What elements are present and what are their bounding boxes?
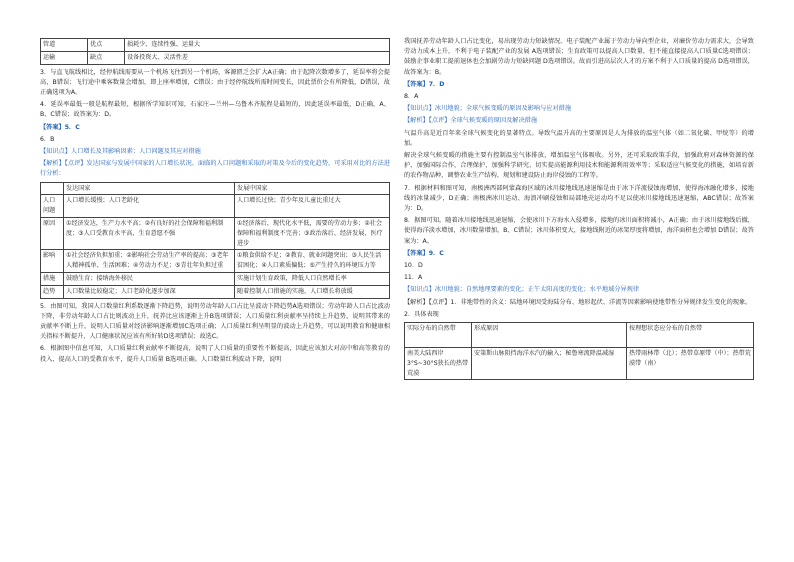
table-row: 南美大陆西岸3°S~30°S狭长的热带荒漠 安第斯山脉阻挡海洋水汽的输入；秘鲁寒流降温减湿 热带雨林带（北）；热带草原带（中）；热带荒漠带（南） bbox=[405, 348, 754, 380]
table-row: 人口问题 人口增长缓慢；人口老龄化 人口增长过快；青少年及儿童比重过大 bbox=[41, 195, 390, 218]
analysis-label: 【解析】【点评】全球气候变暖的原因及解决措施 bbox=[404, 117, 538, 125]
knowledge-point: 【知识点】人口增长及其影响因素；人口问题及其应对措施 bbox=[40, 148, 201, 156]
answer-paragraph: 6．根据图中信息可知，人口质量红利贡献率不断提高，说明了人口质量的重要性不断提高，因此应该加大对高中和高等教育的投入，提高人口的受教育水平，提升人口质量 B选项正确。人口数量红利波动下降，说明 bbox=[40, 345, 390, 363]
table-row: 运输 缺点 设备投资大、灵活性差 bbox=[41, 51, 390, 64]
natural-zone-table bbox=[404, 322, 754, 380]
right-column bbox=[404, 37, 754, 383]
table-row: 措施 鼓励生育；接纳海外移民 实施计划生育政策，降低人口自然增长率 bbox=[41, 273, 390, 286]
question-number: 11．A bbox=[404, 274, 423, 282]
answer-paragraph: 解决全球气候变暖的措施主要有控制温室气体排放，增加温室气体吸收。另外，还可采取政策手段，加强政府对森林资源的保护，加强国际合作，合理保护，加强科学研究、切实提高能源利用技术和能源利用效率等；采取适应气候变化的措施，如培育新的农作物品种，调整农业生产结构、规划和建设防止海岸侵蚀的工程等。 bbox=[404, 152, 754, 180]
table-row: 发达国家 发展中国家 bbox=[41, 182, 390, 195]
table-row: 影响 ①社会经济负担加重；②影响社会劳动生产率的提高；③老年人精神孤单、生活困难；④劳动力不足；⑤青壮年负担过重 ①粮食供给不足；②教育、就业问题突出；③人民生活贫困化；④人口素质偏低；⑤产生持久的环境压力等 bbox=[41, 250, 390, 273]
question-number: 10．D bbox=[404, 262, 423, 270]
answer-paragraph: 5．由图可知，我国人口数量红利系数逐渐下降趋势，说明劳动年龄人口占比呈波动下降趋势A选项错误；劳动年龄人口占比波动下降，非劳动年龄人口占比则波动上升，抚养比应该逐渐上升B选项错误；人口质量红利贡献率呈持续上升趋势，说明其带来的贡献率不断上升，说明人口质量对经济影响逐渐增加C选项正确；人口质量红利呈明显的波动上升趋势，可以说明教育和健康相关指标不断提升，人口健康状况应该有所好转D选项错误；故选C。 bbox=[40, 302, 390, 341]
answer-label: 【答案】5．C bbox=[40, 123, 80, 131]
sub-heading: 2．具体表现 bbox=[404, 310, 439, 318]
table-row: 趋势 人口数量比较稳定；人口老龄化逐步加深 随着控制人口措施的实施，人口增长将放缓 bbox=[41, 285, 390, 298]
left-column bbox=[40, 37, 390, 367]
answer-label: 【答案】7．D bbox=[404, 80, 445, 88]
question-number: 8．A bbox=[404, 93, 419, 101]
answer-label: 【答案】9．C bbox=[404, 249, 444, 257]
transport-table bbox=[40, 38, 390, 65]
answer-paragraph: 我国抚养劳动年龄人口占比变化，易出现劳动力短缺情况。电子装配产业属于劳动力导向型企业，对廉价劳动力需求大，会导致劳动力成本上升，不利于电子装配产业的发展 A选项错误；生育政策可以提高人口数量，但不能直接提高人口质量C选项错误；鼓励企事业职工提前退休也会加剧劳动力短缺问题 D选项错误。故而引进高层次人才的方案不利于人口质量的提高 D选项错误，故答案为：B。 bbox=[404, 38, 754, 76]
answer-paragraph: 8．据图可知，随着冰川接地线迅速退缩，会使冰川下方海水入侵增多，接地的冰川面积将减小，A正确；由于冰川接地线后撤，使得海洋淡水增加，冰川数量增加，B、C错误；冰川体积变大，接地线附近的冰架厚度将增加，海洋面积也会增加 D错误；故答案为：A。 bbox=[404, 217, 754, 245]
answer-paragraph: 气温升高是近百年来全球气候变化的显著特点。导致气温升高的主要原因是人为排放的温室气体（如二氧化碳、甲烷等）的增加。 bbox=[404, 129, 754, 147]
answer-paragraph: 3．与直飞航线相比，经停航线需要从一个机场飞往到另一个机场，客源匮乏会扩大A正确；由于起降次数增多了，延误率将会提高，B错误；飞行途中乘客数量会增加，即上座率增加，C错误；由于经停航线所需时间变长，因此票价会有所降低，D错误，故正确选项为A。 bbox=[40, 68, 390, 96]
knowledge-point: 【知识点】冰川地貌；全球气候变暖的原因及影响与应对措施 bbox=[404, 105, 572, 113]
table-row: 管道 优点 损耗少、连续性强、运量大 bbox=[41, 39, 390, 52]
question-number: 6．B bbox=[40, 135, 55, 143]
analysis-label: 【解析】【点评】发达国家与发展中国家的人口增长状况、面临的人口问题和采取的对策及今后的变化趋势，可采用对比的方法进行分析： bbox=[40, 160, 390, 178]
answer-paragraph: 4．延误率最低一般是航程最短，根据所学知识可知，石家庄—兰州—乌鲁木齐航程是最短的，因此延误率最低，D正确，A、B、C错误；故答案为：D。 bbox=[40, 101, 390, 119]
population-comparison-table bbox=[40, 182, 390, 299]
table-row: 实际分布的自然带 形成原因 按理想状态应分布的自然带 bbox=[405, 323, 754, 348]
knowledge-point: 【知识点】冰川地貌；自然地理要素的变化；正午太阳高度的变化；水平地域分异规律 bbox=[404, 286, 640, 294]
table-row: 原因 ①经济发达，生产力水平高；②有良好的社会保障和福利制度；③人口受教育水平高，生育意愿不强 ①经济落后，现代化水平低，需要的劳动力多；②社会保障和福利制度不完善；③政治落后、经济发展、医疗进步 bbox=[41, 218, 390, 250]
analysis-paragraph: 【解析】【点评】1．非地带性的含义：陆地环境因受海陆分布、地形起伏、洋流等因素影响使地带性分异规律发生变化的现象。 bbox=[404, 298, 752, 306]
answer-paragraph: 7．根据材料和图可知，南极洲西部阿蒙森海区域的冰川接地线迅速退缩是由于冰下洋流侵蚀海增加，使得海冰融化增多，接地线的冰量减少，D正确；南极洲冰川运动、海浪冲刷侵蚀和局部地壳运动均不足以使冰川接地线迅速退缩，ABC错误；故答案为：D。 bbox=[404, 184, 754, 213]
